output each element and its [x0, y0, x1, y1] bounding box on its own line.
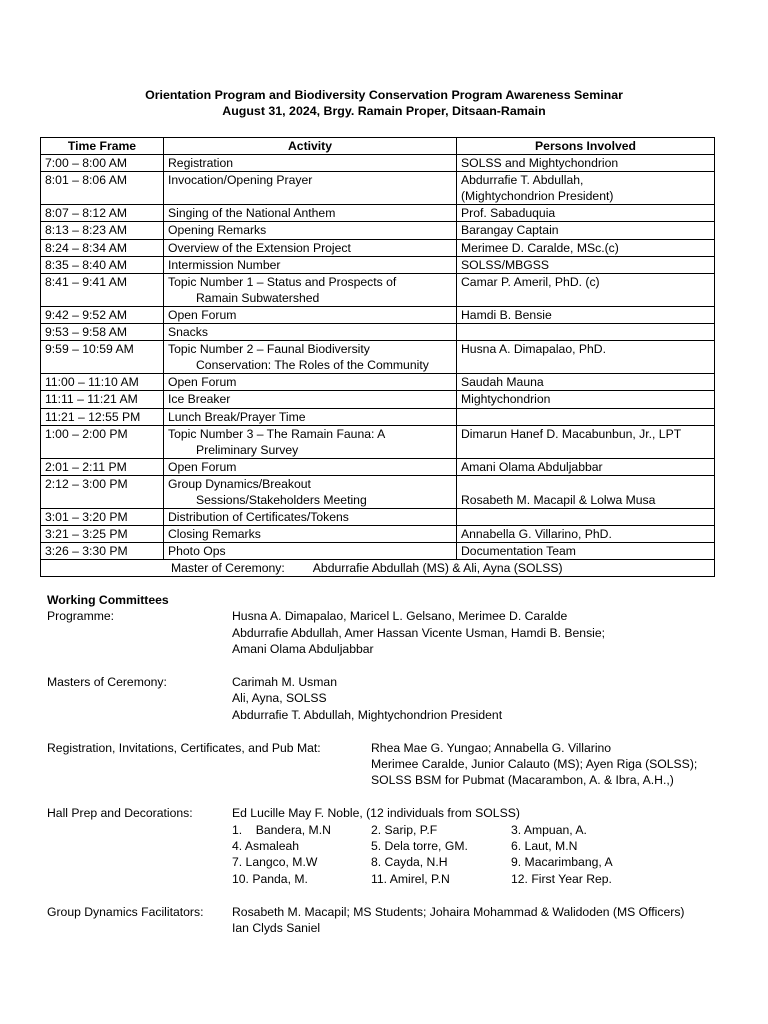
persons-text: SOLSS/MBGSS	[461, 257, 550, 272]
activity-text: Singing of the National Anthem	[168, 206, 336, 221]
persons-text: SOLSS and Mightychondrion	[461, 156, 619, 171]
activity-text: Topic Number 2 – Faunal Biodiversity	[168, 342, 370, 357]
activity-text: Overview of the Extension Project	[168, 240, 351, 255]
committee-member-line: Amani Olama Abduljabbar	[232, 642, 374, 657]
persons-text	[461, 476, 710, 492]
activity-cell	[164, 324, 457, 341]
activity-text: Topic Number 3 – The Ramain Fauna: A	[168, 426, 386, 441]
persons-cell	[457, 155, 715, 172]
activity-cell	[164, 543, 457, 560]
time-frame-cell: 2:01 – 2:11 PM	[41, 458, 164, 475]
committee-lead-line: Ed Lucille May F. Noble, (12 individuals from SOLSS)	[232, 806, 520, 821]
schedule-row	[41, 425, 715, 458]
master-of-ceremony-names: Abdurrafie Abdullah (MS) & Ali, Ayna (SOLSS)	[312, 561, 563, 576]
persons-text: Dimarun Hanef D. Macabunbun, Jr., LPT	[461, 426, 682, 441]
time-frame-cell: 8:35 – 8:40 AM	[41, 256, 164, 273]
master-of-ceremony-row	[41, 560, 715, 577]
committee-label: Hall Prep and Decorations:	[47, 806, 193, 821]
persons-text	[461, 409, 710, 425]
persons-cell	[457, 306, 715, 323]
persons-cell	[457, 239, 715, 256]
persons-cell	[457, 222, 715, 239]
activity-text: Preliminary Survey	[196, 442, 299, 457]
schedule-row	[41, 526, 715, 543]
committee-label: Group Dynamics Facilitators:	[47, 904, 204, 919]
persons-text: Abdurrafie T. Abdullah,	[461, 173, 584, 188]
time-frame-cell: 11:00 – 11:10 AM	[41, 374, 164, 391]
hall-member: 9. Macarimbang, A	[511, 855, 613, 870]
time-frame-cell: 3:01 – 3:20 PM	[41, 509, 164, 526]
time-frame-cell: 1:00 – 2:00 PM	[41, 425, 164, 458]
persons-text: Prof. Sabaduquia	[461, 206, 556, 221]
hall-member: 6. Laut, M.N	[511, 839, 578, 854]
activity-text: Snacks	[168, 325, 208, 340]
activity-text: Group Dynamics/Breakout	[168, 476, 311, 491]
schedule-row	[41, 543, 715, 560]
persons-text: Mightychondrion	[461, 392, 551, 407]
schedule-row	[41, 475, 715, 508]
activity-cell	[164, 222, 457, 239]
committee-member-line: Ali, Ayna, SOLSS	[232, 691, 327, 706]
committee-member-line: Rhea Mae G. Yungao; Annabella G. Villarino	[371, 740, 612, 755]
activity-text: Open Forum	[168, 375, 237, 390]
persons-text: Amani Olama Abduljabbar	[461, 459, 603, 474]
time-frame-cell: 11:21 – 12:55 PM	[41, 408, 164, 425]
activity-cell	[164, 256, 457, 273]
committee-registration	[47, 740, 747, 789]
committee-label: Registration, Invitations, Certificates, and Pub Mat:	[47, 740, 321, 755]
activity-text: Closing Remarks	[168, 527, 261, 542]
persons-text	[461, 509, 710, 525]
activity-cell	[164, 306, 457, 323]
committee-group-dynamics	[47, 904, 747, 937]
hall-member: 1. Bandera, M.N	[232, 822, 331, 837]
time-frame-cell: 2:12 – 3:00 PM	[41, 475, 164, 508]
schedule-row	[41, 256, 715, 273]
schedule-row	[41, 458, 715, 475]
schedule-row	[41, 306, 715, 323]
activity-cell	[164, 155, 457, 172]
schedule-row	[41, 239, 715, 256]
activity-cell	[164, 273, 457, 306]
persons-cell	[457, 341, 715, 374]
persons-cell	[457, 543, 715, 560]
activity-text: Photo Ops	[168, 544, 226, 559]
committee-member-line: Rosabeth M. Macapil; MS Students; Johaira Mohammad & Walidoden (MS Officers)	[232, 904, 685, 919]
committee-member-line: SOLSS BSM for Pubmat (Macarambon, A. & Ibra, A.H.,)	[371, 773, 674, 788]
activity-cell	[164, 239, 457, 256]
persons-text: Hamdi B. Bensie	[461, 307, 552, 322]
schedule-row	[41, 391, 715, 408]
persons-text: Camar P. Ameril, PhD. (c)	[461, 274, 600, 289]
activity-text: Topic Number 1 – Status and Prospects of	[168, 274, 397, 289]
activity-cell	[164, 408, 457, 425]
persons-text: Documentation Team	[461, 544, 576, 559]
persons-cell	[457, 256, 715, 273]
persons-cell	[457, 509, 715, 526]
time-frame-cell: 11:11 – 11:21 AM	[41, 391, 164, 408]
activity-text: Intermission Number	[168, 257, 281, 272]
persons-text: Merimee D. Caralde, MSc.(c)	[461, 240, 619, 255]
schedule-row	[41, 155, 715, 172]
activity-cell	[164, 374, 457, 391]
time-frame-cell: 3:26 – 3:30 PM	[41, 543, 164, 560]
column-header: Activity	[164, 138, 457, 155]
persons-cell	[457, 475, 715, 508]
schedule-row	[41, 509, 715, 526]
activity-text: Distribution of Certificates/Tokens	[168, 510, 349, 525]
hall-member: 8. Cayda, N.H	[371, 855, 448, 870]
time-frame-cell: 8:07 – 8:12 AM	[41, 205, 164, 222]
time-frame-cell: 7:00 – 8:00 AM	[41, 155, 164, 172]
schedule-row	[41, 374, 715, 391]
committees-title: Working Committees	[47, 593, 169, 607]
committee-label: Masters of Ceremony:	[47, 675, 167, 690]
activity-cell	[164, 475, 457, 508]
committee-member-line: Merimee Caralde, Junior Calauto (MS); Ayen Riga (SOLSS);	[371, 757, 698, 772]
time-frame-cell: 8:13 – 8:23 AM	[41, 222, 164, 239]
hall-member: 10. Panda, M.	[232, 871, 308, 886]
activity-text: Open Forum	[168, 459, 237, 474]
committee-hall-prep	[47, 805, 747, 887]
activity-text: Sessions/Stakeholders Meeting	[196, 492, 367, 507]
activity-text: Opening Remarks	[168, 223, 267, 238]
committee-label: Programme:	[47, 609, 115, 624]
activity-text: Ramain Subwatershed	[196, 290, 320, 305]
committee-member-line: Abdurrafie T. Abdullah, Mightychondrion President	[232, 707, 503, 722]
hall-member: 4. Asmaleah	[232, 839, 300, 854]
activity-cell	[164, 509, 457, 526]
persons-text: Barangay Captain	[461, 223, 559, 238]
committee-programme	[47, 608, 747, 657]
hall-member: 12. First Year Rep.	[511, 871, 612, 886]
activity-cell	[164, 458, 457, 475]
persons-cell	[457, 425, 715, 458]
persons-cell	[457, 324, 715, 341]
hall-member: 5. Dela torre, GM.	[371, 839, 468, 854]
committee-member-line: Abdurrafie Abdullah, Amer Hassan Vicente Usman, Hamdi B. Bensie;	[232, 625, 606, 640]
activity-cell	[164, 391, 457, 408]
persons-cell	[457, 526, 715, 543]
persons-cell	[457, 205, 715, 222]
schedule-row	[41, 222, 715, 239]
hall-members-grid	[232, 822, 747, 888]
time-frame-cell: 8:24 – 8:34 AM	[41, 239, 164, 256]
activity-text: Open Forum	[168, 307, 237, 322]
time-frame-cell: 9:59 – 10:59 AM	[41, 341, 164, 374]
hall-member: 2. Sarip, P.F	[371, 822, 438, 837]
activity-text: Invocation/Opening Prayer	[168, 173, 313, 188]
persons-text: Husna A. Dimapalao, PhD.	[461, 342, 606, 357]
persons-text: Rosabeth M. Macapil & Lolwa Musa	[461, 492, 656, 507]
schedule-row	[41, 408, 715, 425]
committee-member-line: Husna A. Dimapalao, Maricel L. Gelsano, Merimee D. Caralde	[232, 609, 568, 624]
time-frame-cell: 8:01 – 8:06 AM	[41, 172, 164, 205]
document-subtitle: August 31, 2024, Brgy. Ramain Proper, Ditsaan-Ramain	[222, 104, 546, 118]
activity-text: Conservation: The Roles of the Community	[196, 358, 429, 373]
persons-cell	[457, 172, 715, 205]
committee-member-line: Carimah M. Usman	[232, 675, 337, 690]
hall-member: 7. Langco, M.W	[232, 855, 318, 870]
document-title: Orientation Program and Biodiversity Conservation Program Awareness Seminar	[145, 88, 623, 102]
schedule-row	[41, 205, 715, 222]
activity-cell	[164, 341, 457, 374]
column-header: Persons Involved	[457, 138, 715, 155]
master-of-ceremony-label: Master of Ceremony:	[171, 561, 285, 576]
hall-member: 11. Amirel, P.N	[371, 871, 450, 886]
persons-text: Saudah Mauna	[461, 375, 544, 390]
activity-text: Registration	[168, 156, 234, 171]
activity-cell	[164, 172, 457, 205]
column-header: Time Frame	[41, 138, 164, 155]
persons-text	[461, 324, 710, 340]
persons-text: (Mightychondrion President)	[461, 189, 614, 204]
working-committees	[47, 592, 747, 936]
time-frame-cell: 9:53 – 9:58 AM	[41, 324, 164, 341]
persons-cell	[457, 408, 715, 425]
persons-text: Annabella G. Villarino, PhD.	[461, 527, 612, 542]
hall-member: 3. Ampuan, A.	[511, 822, 587, 837]
persons-cell	[457, 374, 715, 391]
persons-cell	[457, 273, 715, 306]
committee-masters-of-ceremony	[47, 674, 747, 723]
schedule-row	[41, 172, 715, 205]
time-frame-cell: 8:41 – 9:41 AM	[41, 273, 164, 306]
persons-cell	[457, 458, 715, 475]
schedule-row	[41, 324, 715, 341]
schedule-header-row	[41, 138, 715, 155]
activity-cell	[164, 526, 457, 543]
time-frame-cell: 9:42 – 9:52 AM	[41, 306, 164, 323]
time-frame-cell: 3:21 – 3:25 PM	[41, 526, 164, 543]
committee-member-line: Ian Clyds Saniel	[232, 921, 321, 936]
schedule-row	[41, 273, 715, 306]
activity-cell	[164, 425, 457, 458]
persons-cell	[457, 391, 715, 408]
activity-text: Ice Breaker	[168, 392, 231, 407]
activity-cell	[164, 205, 457, 222]
schedule-table	[40, 137, 715, 577]
schedule-row	[41, 341, 715, 374]
activity-text: Lunch Break/Prayer Time	[168, 409, 306, 424]
